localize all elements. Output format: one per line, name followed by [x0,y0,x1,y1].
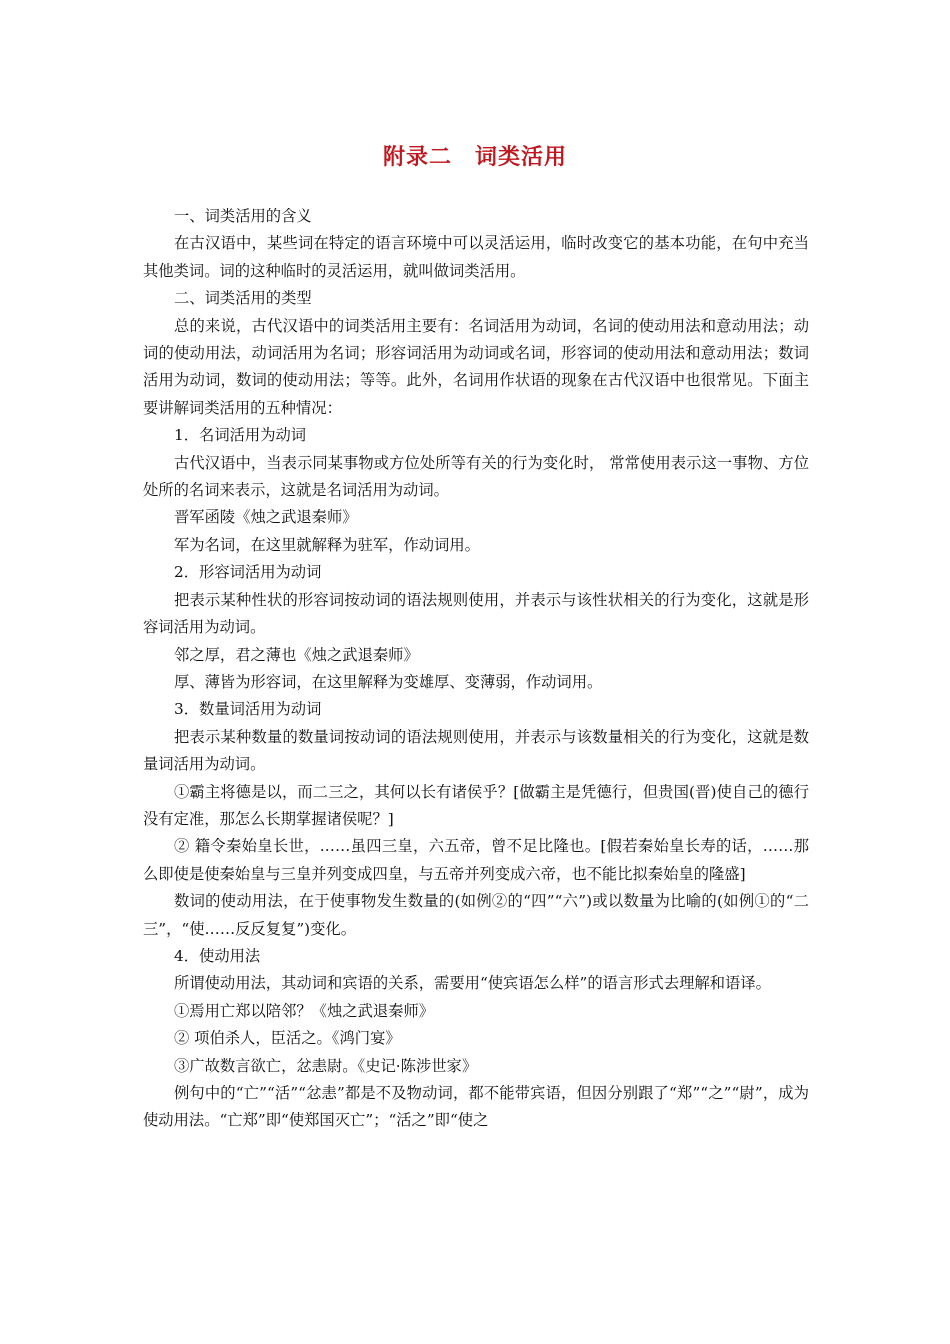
paragraph: 厚、薄皆为形容词，在这里解释为变雄厚、变薄弱，作动词用。 [174,672,603,691]
subsection-heading: 2．形容词活用为动词 [174,563,322,582]
paragraph: 数词的使动用法，在于使事物发生数量的(如例②的“四”“六”)或以数量为比喻的(如例①的“二三”，“使……反反复复”)变化。 [143,892,809,938]
paragraph: 总的来说，古代汉语中的词类活用主要有：名词活用为动词，名词的使动用法和意动用法；动词的使动用法，动词活用为名词；形容词活用为动词或名词，形容词的使动用法和意动用法；数词活用为动词，数词的使动用法；等等。此外，名词用作状语的现象在古代汉语中也很常见。下面主要讲解词类活用的五种情况： [143,316,809,417]
paragraph: 军为名词，在这里就解释为驻军，作动词用。 [174,535,480,554]
paragraph: 所谓使动用法，其动词和宾语的关系，需要用“使宾语怎么样”的语言形式去理解和语译。 [174,974,771,993]
example-sentence: ①焉用亡郑以陪邻？《烛之武退秦师》 [174,1001,435,1020]
subsection-heading: 4．使动用法 [174,946,261,965]
section-heading: 一、词类活用的含义 [174,207,312,225]
subsection-heading: 3．数量词活用为动词 [174,700,322,719]
paragraph: 把表示某种性状的形容词按动词的语法规则使用，并表示与该性状相关的行为变化，这就是形容词活用为动词。 [143,590,809,637]
example-sentence: 邻之厚，君之薄也《烛之武退秦师》 [174,645,419,664]
example-sentence: ①霸主将德是以，而二三之，其何以长有诸侯乎？[做霸主是凭德行，但贵国(晋)使自己的德行没有定准，那怎么长期掌握诸侯呢？] [143,782,809,828]
paragraph: 例句中的“亡”“活”“忿恚”都是不及物动词，都不能带宾语，但因分别跟了“郑”“之”“尉”，成为使动用法。“亡郑”即“使郑国灭亡”；“活之”即“使之 [143,1084,809,1130]
example-sentence: ② 项伯杀人，臣活之。《鸿门宴》 [174,1029,401,1048]
subsection-heading: 1．名词活用为动词 [174,426,307,445]
example-sentence: 晋军函陵《烛之武退秦师》 [174,508,358,527]
document-body [143,203,809,1135]
paragraph: 把表示某种数量的数量词按动词的语法规则使用，并表示与该数量相关的行为变化，这就是数量词活用为动词。 [143,727,809,774]
example-sentence: ③广故数言欲亡，忿恚尉。《史记·陈涉世家》 [174,1056,478,1075]
section-heading: 二、词类活用的类型 [174,289,312,308]
example-sentence: ② 籍令秦始皇长世，……虽四三皇，六五帝，曾不足比隆也。[假若秦始皇长寿的话，……那么即使是使秦始皇与三皇并列变成四皇，与五帝并列变成六帝，也不能比拟秦始皇的隆盛] [143,837,809,883]
paragraph: 古代汉语中，当表示同某事物或方位处所等有关的行为变化时， 常常使用表示这一事物、方位处所的名词来表示，这就是名词活用为动词。 [143,453,809,500]
paragraph: 在古汉语中，某些词在特定的语言环境中可以灵活运用，临时改变它的基本功能，在句中充当其他类词。词的这种临时的灵活运用，就叫做词类活用。 [143,234,809,280]
page-title: 附录二 词类活用 [382,145,567,170]
